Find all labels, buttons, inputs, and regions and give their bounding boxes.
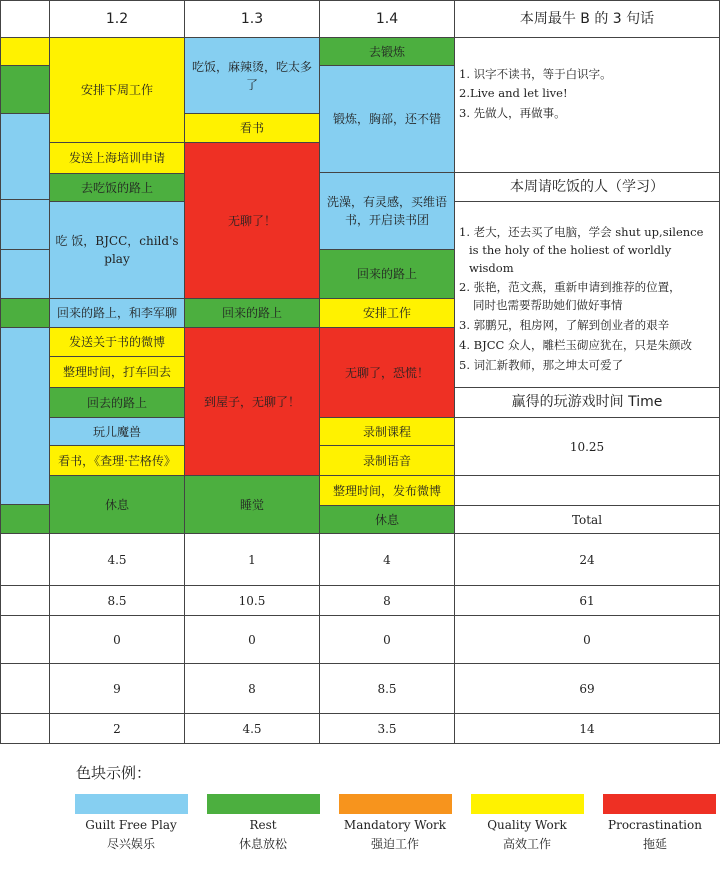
activity-block: 录制语音 <box>319 445 455 476</box>
summary-cell: 3.5 <box>319 713 455 744</box>
legend-label-en: Procrastination <box>608 818 702 832</box>
header-blank-cell <box>0 0 50 38</box>
legend-label <box>198 816 328 853</box>
activity-block: 看书，《查理·芒格传》 <box>49 445 185 476</box>
quote-item: 2.Live and let live! <box>459 86 568 101</box>
game-time-value: 10.25 <box>454 417 720 476</box>
summary-cell: 0 <box>184 615 320 664</box>
treat-item: is the holy of the holiest of worldly wisdom <box>469 242 672 275</box>
legend-label <box>66 816 196 853</box>
activity-block: 去吃饭的路上 <box>49 173 185 202</box>
legend-title: 色块示例： <box>76 764 152 782</box>
activity-block: 回来的路上 <box>319 249 455 299</box>
summary-cell: 4 <box>319 533 455 586</box>
activity-block: 安排下周工作 <box>49 37 185 143</box>
summary-cell: 0 <box>49 615 185 664</box>
activity-block: 安排工作 <box>319 298 455 328</box>
legend-label-en: Rest <box>249 818 277 832</box>
activity-block: 发送上海培训申请 <box>49 142 185 174</box>
legend-label-zh: 强迫工作 <box>370 836 419 851</box>
legend-swatch-guilt-free-play <box>75 794 188 814</box>
treat-item: 2. 张艳，范文燕，重新申请到推荐的位置， <box>459 280 681 295</box>
legend-swatch-procrastination <box>603 794 716 814</box>
activity-block: 无聊了！ <box>184 142 320 299</box>
activity-block: 看书 <box>184 113 320 143</box>
left-strip-block <box>0 199 50 250</box>
summary-total: 61 <box>454 585 720 616</box>
summary-row-label <box>0 713 50 744</box>
activity-block: 整理时间，打车回去 <box>49 356 185 388</box>
summary-cell: 2 <box>49 713 185 744</box>
summary-total: 0 <box>454 615 720 664</box>
activity-block: 发送关于书的微博 <box>49 327 185 357</box>
left-strip-block <box>0 65 50 114</box>
quotes-title: 本周最牛 B 的 3 句话 <box>454 0 720 38</box>
left-strip-block <box>0 249 50 299</box>
legend-swatch-quality-work <box>471 794 584 814</box>
left-strip-block <box>0 504 50 534</box>
treat-list <box>454 201 720 388</box>
activity-block: 锻炼，胸部，还不错 <box>319 65 455 173</box>
activity-block: 洗澡，有灵感，买维语书，开启读书团 <box>319 172 455 250</box>
blank-cell <box>454 475 720 506</box>
activity-block: 无聊了，恐慌！ <box>319 327 455 418</box>
summary-row-label <box>0 533 50 586</box>
summary-row-label <box>0 663 50 714</box>
legend-label <box>330 816 460 853</box>
summary-total: 69 <box>454 663 720 714</box>
treat-title: 本周请吃饭的人（学习） <box>454 172 720 202</box>
summary-cell: 4.5 <box>49 533 185 586</box>
summary-row-label <box>0 615 50 664</box>
summary-cell: 9 <box>49 663 185 714</box>
summary-cell: 0 <box>319 615 455 664</box>
legend-label-zh: 休息放松 <box>238 836 287 851</box>
legend-label <box>590 816 720 853</box>
treat-item: 3. 郭鹏兄，租房网，了解到创业者的艰辛 <box>459 318 670 333</box>
summary-cell: 8.5 <box>319 663 455 714</box>
header-day-3: 1.4 <box>319 0 455 38</box>
activity-block: 吃 饭，BJCC，child's play <box>49 201 185 299</box>
treat-item: 5. 词汇新教师，那之坤太可爱了 <box>459 357 624 372</box>
treat-item: 同时也需要帮助她们做好事情 <box>473 298 623 313</box>
legend-label-zh: 拖延 <box>642 836 667 851</box>
activity-block: 回来的路上 <box>184 298 320 328</box>
activity-block: 回去的路上 <box>49 387 185 418</box>
treat-item: 1. 老大，还去买了电脑，学会 shut up,silence <box>459 225 704 239</box>
header-day-1: 1.2 <box>49 0 185 38</box>
activity-block: 到屋子，无聊了！ <box>184 327 320 476</box>
summary-cell: 10.5 <box>184 585 320 616</box>
legend-label-zh: 高效工作 <box>502 836 551 851</box>
left-strip-block <box>0 113 50 200</box>
activity-block: 录制课程 <box>319 417 455 446</box>
legend-swatch-rest <box>207 794 320 814</box>
activity-block: 睡觉 <box>184 475 320 534</box>
summary-cell: 8 <box>319 585 455 616</box>
treat-item: 4. BJCC 众人，雕栏玉砌应犹在，只是朱颜改 <box>459 337 692 352</box>
summary-cell: 8.5 <box>49 585 185 616</box>
legend-label-zh: 尽兴娱乐 <box>106 836 155 851</box>
activity-block: 吃饭，麻辣烫，吃太多了 <box>184 37 320 114</box>
activity-block: 休息 <box>319 505 455 534</box>
activity-block: 整理时间，发布微博 <box>319 475 455 506</box>
legend-label-en: Quality Work <box>487 818 567 832</box>
legend-label-en: Mandatory Work <box>343 818 447 832</box>
summary-cell: 4.5 <box>184 713 320 744</box>
quote-item: 1. 识字不读书，等于白识字。 <box>459 67 612 81</box>
left-strip-block <box>0 298 50 328</box>
summary-cell: 1 <box>184 533 320 586</box>
summary-cell: 8 <box>184 663 320 714</box>
quotes-list <box>454 37 720 173</box>
game-time-title: 赢得的玩游戏时间 Time <box>454 387 720 418</box>
legend-swatch-mandatory-work <box>339 794 452 814</box>
activity-block: 玩儿魔兽 <box>49 417 185 446</box>
legend-label <box>462 816 592 853</box>
activity-block: 休息 <box>49 475 185 534</box>
summary-total: 14 <box>454 713 720 744</box>
left-strip-block <box>0 37 50 66</box>
legend-label-en: Guilt Free Play <box>85 818 177 832</box>
total-label: Total <box>454 505 720 534</box>
left-strip-block <box>0 327 50 505</box>
activity-block: 回来的路上，和李军聊 <box>49 298 185 328</box>
quote-item: 3. 先做人，再做事。 <box>459 105 566 120</box>
summary-row-label <box>0 585 50 616</box>
header-day-2: 1.3 <box>184 0 320 38</box>
activity-block: 去锻炼 <box>319 37 455 66</box>
summary-total: 24 <box>454 533 720 586</box>
